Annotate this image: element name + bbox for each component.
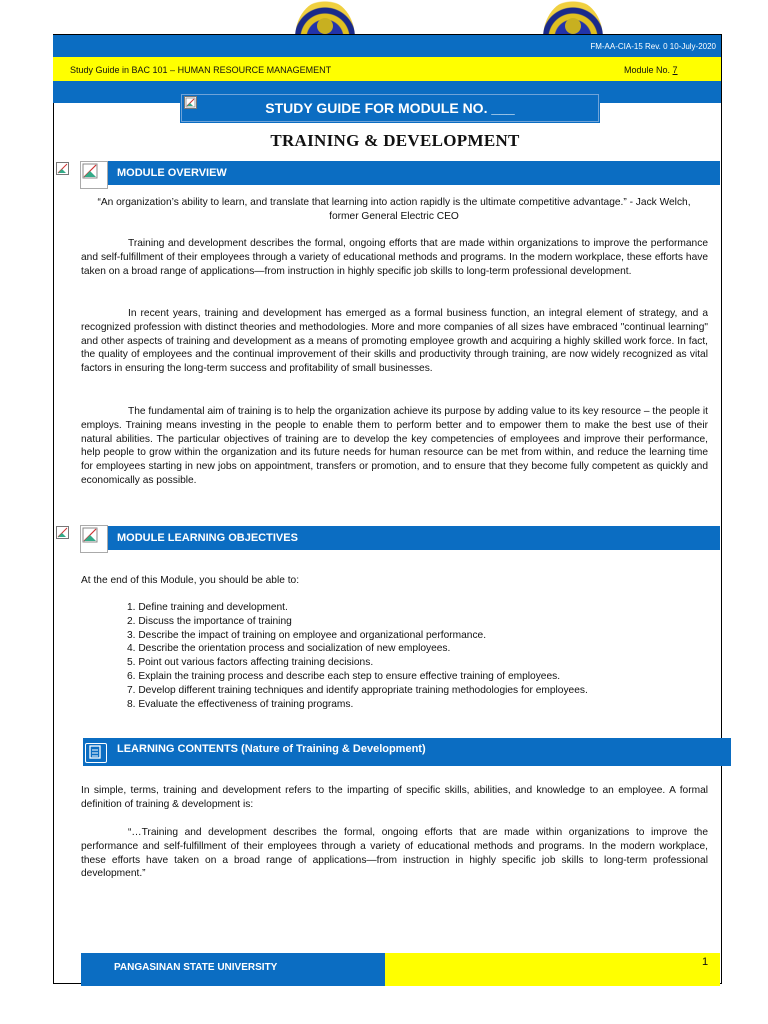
university-seal-icon-right <box>543 0 603 38</box>
module-title: TRAINING & DEVELOPMENT <box>270 131 520 150</box>
contents-paragraph-2: “…Training and development describes the formal, ongoing efforts that are made within organizations to improve the performance and self-fulfillment of their employees through a variety of educational methods and programs. In the modern workplace, these efforts have taken on a broad range of applications—from instruction in highly specific job skills to long-term professional development.” <box>81 827 708 880</box>
list-item: 5. Point out various factors affecting training decisions. <box>127 657 374 669</box>
objectives-intro: At the end of this Module, you should be able to: <box>81 575 300 586</box>
contents-paragraph-1: In simple, terms, training and development refers to the imparting of specific skills, abilities, and knowledge to an employee. A formal definition of training & development is: <box>81 785 708 810</box>
overview-paragraph-3: The fundamental aim of training is to help the organization achieve its purpose by adding value to its key resource – the people it employs. Training means investing in the people to enable them to perform better and to empower them to make the best use of their natural abilities. The particular objectives of training are to develop the key competencies of employees and improve their performance, help people to grow within the organization and its future needs for human resource can be met from within, and reduce the learning time for employees starting in new jobs on appointment, transfers or promotion, and to ensure that they become fully competent as quickly and economically as possible. <box>81 406 708 486</box>
list-item: 3. Describe the impact of training on employee and organizational performance. <box>127 629 487 641</box>
overview-paragraph-1: Training and development describes the formal, ongoing efforts that are made within organizations to improve the performance and self-fulfillment of their employees through a variety of educational methods and programs. In the modern workplace, these efforts have taken on a broad range of applications—from instruction in highly specific job skills to long-term professional development. <box>81 238 708 277</box>
image-placeholder-icon <box>184 96 197 109</box>
list-item: 2. Discuss the importance of training <box>127 615 292 627</box>
overview-quote: “An organization’s ability to learn, and translate that learning into action rapidly is the ultimate competitive advantage.” - Jack Welch, former General Electric CEO <box>97 197 691 222</box>
learning-contents-heading: LEARNING CONTENTS (Nature of Training & Development) <box>83 738 731 766</box>
list-item: 1. Define training and development. <box>127 602 288 613</box>
image-placeholder-icon <box>56 526 69 539</box>
overview-section-icon <box>80 161 108 189</box>
objectives-list <box>127 601 687 711</box>
document-icon <box>85 743 107 763</box>
list-item: 7. Develop different training techniques and identify appropriate training methodologies for employees. <box>127 684 588 696</box>
list-item: 8. Evaluate the effectiveness of training programs. <box>127 698 354 710</box>
objectives-section-icon <box>80 525 108 553</box>
list-item: 6. Explain the training process and describe each step to ensure effective training of employees. <box>127 670 561 682</box>
module-overview-heading: MODULE OVERVIEW <box>108 161 720 185</box>
page-number: 1 <box>702 956 709 968</box>
footer-university: PANGASINAN STATE UNIVERSITY <box>81 953 385 986</box>
study-guide-title: STUDY GUIDE FOR MODULE NO. ___ <box>181 94 599 122</box>
form-code: FM-AA-CIA-15 Rev. 0 10-July-2020 <box>590 42 716 51</box>
overview-paragraph-2: In recent years, training and development has emerged as a formal business function, an integral element of strategy, and a recognized profession with distinct theories and methodologies. More and more companies of all sizes have embraced "continual learning" and other aspects of training and development as a means of promoting employee growth and acquiring a highly skilled work force. In fact, the quality of employees and the continual improvement of their skills and productivity through training, are now widely recognized as vital factors in ensuring the long-term success and profitability of small businesses. <box>81 308 708 375</box>
image-placeholder-icon <box>56 162 69 175</box>
footer-yellow-band <box>385 953 720 986</box>
list-item: 4. Describe the orientation process and socialization of new employees. <box>127 643 451 655</box>
module-number: Module No. 7 <box>624 65 678 75</box>
learning-objectives-heading: MODULE LEARNING OBJECTIVES <box>108 526 720 550</box>
university-seal-icon-left <box>295 0 355 38</box>
study-guide-course: Study Guide in BAC 101 – HUMAN RESOURCE MANAGEMENT <box>70 65 332 75</box>
